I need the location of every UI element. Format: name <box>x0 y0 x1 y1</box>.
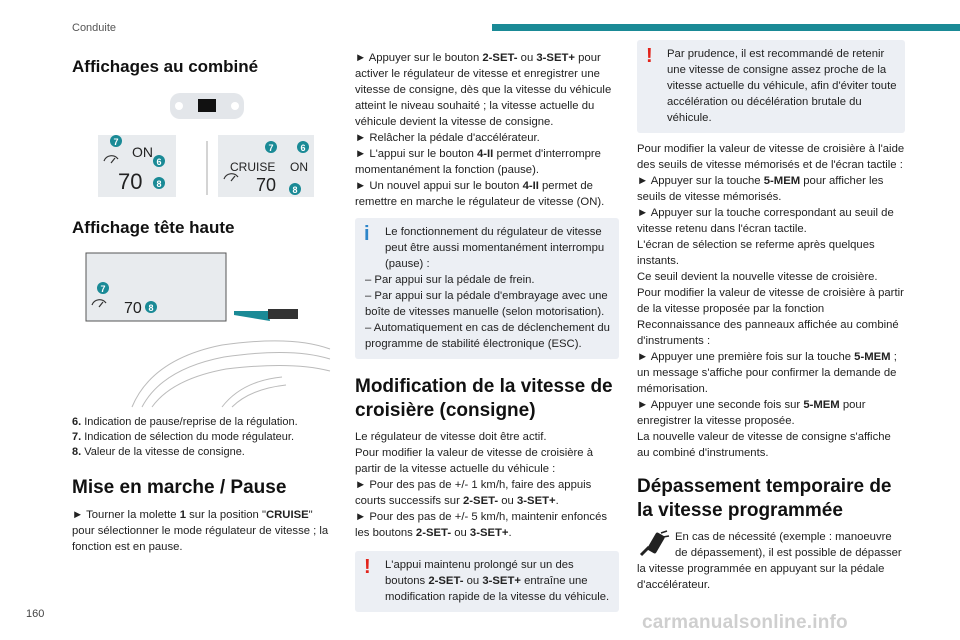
para-p1: Pour modifier la valeur de vitesse de croisière à l'aide des seuils de vitesse mémorisés et de l'écran tactile : <box>637 143 905 171</box>
column-1 <box>72 40 336 555</box>
right-cruise-text: CRUISE <box>230 160 276 175</box>
badge-6: 6 <box>156 157 162 168</box>
badge-7-right: 7 <box>268 143 274 154</box>
right-on-text: ON <box>290 160 308 175</box>
badge-8: 8 <box>156 179 162 190</box>
hud-unit <box>268 309 298 319</box>
right-speed-text: 70 <box>256 175 277 196</box>
hud-illustration <box>72 249 336 409</box>
start-paragraph: ► Tourner la molette 1 sur la position "CRUISE" pour sélectionner le mode régulateur de vitesse ; la fonction est en pause. <box>72 509 329 554</box>
para-m1: Le régulateur de vitesse doit être actif. <box>355 430 547 443</box>
watermark: carmanualsonline.info <box>642 612 848 633</box>
legend-item-6: 6. Indication de pause/reprise de la régulation. <box>72 415 298 428</box>
heading-depassement: Dépassement temporaire de la vitesse programmée <box>637 476 892 521</box>
hud-projection <box>234 311 270 321</box>
section-header: Conduite <box>72 22 117 34</box>
para-activate: ► Appuyer sur le bouton 2-SET- ou 3-SET+ pour activer le régulateur de vitesse et enregistrer une vitesse de consigne, dès que la vitesse du véhicule atteint le niveau souhaité ; la vitesse actuelle du véhicule devient la vitesse de consigne. <box>355 52 612 128</box>
combine-illustration <box>72 85 336 205</box>
dashboard-icon <box>170 93 244 119</box>
badge-7: 7 <box>113 137 119 148</box>
para-p2: ► Appuyer sur la touche 5-MEM pour afficher les seuils de vitesse mémorisés. <box>637 175 884 203</box>
para-pause: ► L'appui sur le bouton 4-II permet d'interrompre momentanément la fonction (pause). <box>355 148 601 176</box>
left-speed-text: 70 <box>118 169 143 195</box>
dashboard-outline <box>132 340 330 406</box>
accelerator-pedal-icon <box>637 529 671 559</box>
warning-icon: ! <box>646 45 653 67</box>
para-p3: ► Appuyer sur la touche correspondant au seuil de vitesse retenu dans l'écran tactile. <box>637 207 894 235</box>
para-m2: Pour modifier la valeur de vitesse de croisière à partir de la vitesse actuelle du véhicule : <box>355 446 593 475</box>
para-p8: ► Appuyer une seconde fois sur 5-MEM pour enregistrer la vitesse proposée. <box>637 399 866 427</box>
para-p6: Pour modifier la valeur de vitesse de croisière à partir de la vitesse proposée par la fonction Reconnaissance des panneaux affichée au combiné d'instruments : <box>637 287 904 347</box>
para-p4: L'écran de sélection se referme après quelques instants. <box>637 239 875 267</box>
left-on-text: ON <box>132 144 153 161</box>
hud-badge-7: 7 <box>100 283 106 294</box>
heading-modification: Modification de la vitesse de croisière (consigne) <box>355 376 613 421</box>
prudence-note: ! Par prudence, il est recommandé de retenir une vitesse de consigne assez proche de la vitesse actuelle du véhicule, afin d'éviter toute accélération ou décélération brutale du véhicule. <box>637 40 905 133</box>
para-p7: ► Appuyer une première fois sur la touche 5-MEM ; un message s'affiche pour confirmer la demande de mémorisation. <box>637 351 897 395</box>
para-m4: ► Pour des pas de +/- 5 km/h, maintenir enfoncés les boutons 2-SET- ou 3-SET+. <box>355 510 607 539</box>
para-m3: ► Pour des pas de +/- 1 km/h, faire des appuis courts successifs sur 2-SET- ou 3-SET+. <box>355 478 592 507</box>
legend-item-8: 8. Valeur de la vitesse de consigne. <box>72 445 245 458</box>
info-note: i Le fonctionnement du régulateur de vitesse peut être aussi momentanément interrompu (pause) : – Par appui sur la pédale de frein. – Par appui sur la pédale d'embrayage avec une boîte de vitesses manuelle (selon motorisation). – Automatiquement en cas de déclenchement du programme de stabilité électronique (ESC). <box>355 218 619 359</box>
figure-hud <box>72 249 336 409</box>
figure-combine <box>72 85 336 205</box>
column-2 <box>355 50 619 612</box>
heading-start: Mise en marche / Pause <box>72 476 287 498</box>
badge-8-right: 8 <box>292 185 298 196</box>
hud-speed-text: 70 <box>124 299 142 317</box>
warning-icon: ! <box>364 555 371 578</box>
para-p5: Ce seuil devient la nouvelle vitesse de croisière. <box>637 271 878 283</box>
para-resume: ► Un nouvel appui sur le bouton 4-II permet de remettre en marche le régulateur de vitesse (ON). <box>355 180 605 208</box>
badge-6-right: 6 <box>300 143 306 154</box>
para-depassement: En cas de nécessité (exemple : manoeuvre de dépassement), il est possible de dépasser la vitesse programmée en appuyant sur la pédale d'accélérateur. <box>637 530 902 591</box>
info-icon: i <box>364 223 370 245</box>
hud-badge-8: 8 <box>148 302 154 313</box>
depassement-block <box>637 529 905 593</box>
para-release: ► Relâcher la pédale d'accélérateur. <box>355 132 540 144</box>
para-p9: La nouvelle valeur de vitesse de consigne s'affiche au combiné d'instruments. <box>637 431 891 459</box>
heading-combine: Affichages au combiné <box>72 57 259 76</box>
legend <box>72 415 336 460</box>
legend-item-7: 7. Indication de sélection du mode régulateur. <box>72 430 295 443</box>
page-number: 160 <box>26 608 45 620</box>
warning-note: ! L'appui maintenu prolongé sur un des boutons 2-SET- ou 3-SET+ entraîne une modification rapide de la vitesse du véhicule. <box>355 551 619 612</box>
column-3 <box>637 40 905 593</box>
header-accent-bar <box>492 24 960 31</box>
heading-hud: Affichage tête haute <box>72 218 235 238</box>
